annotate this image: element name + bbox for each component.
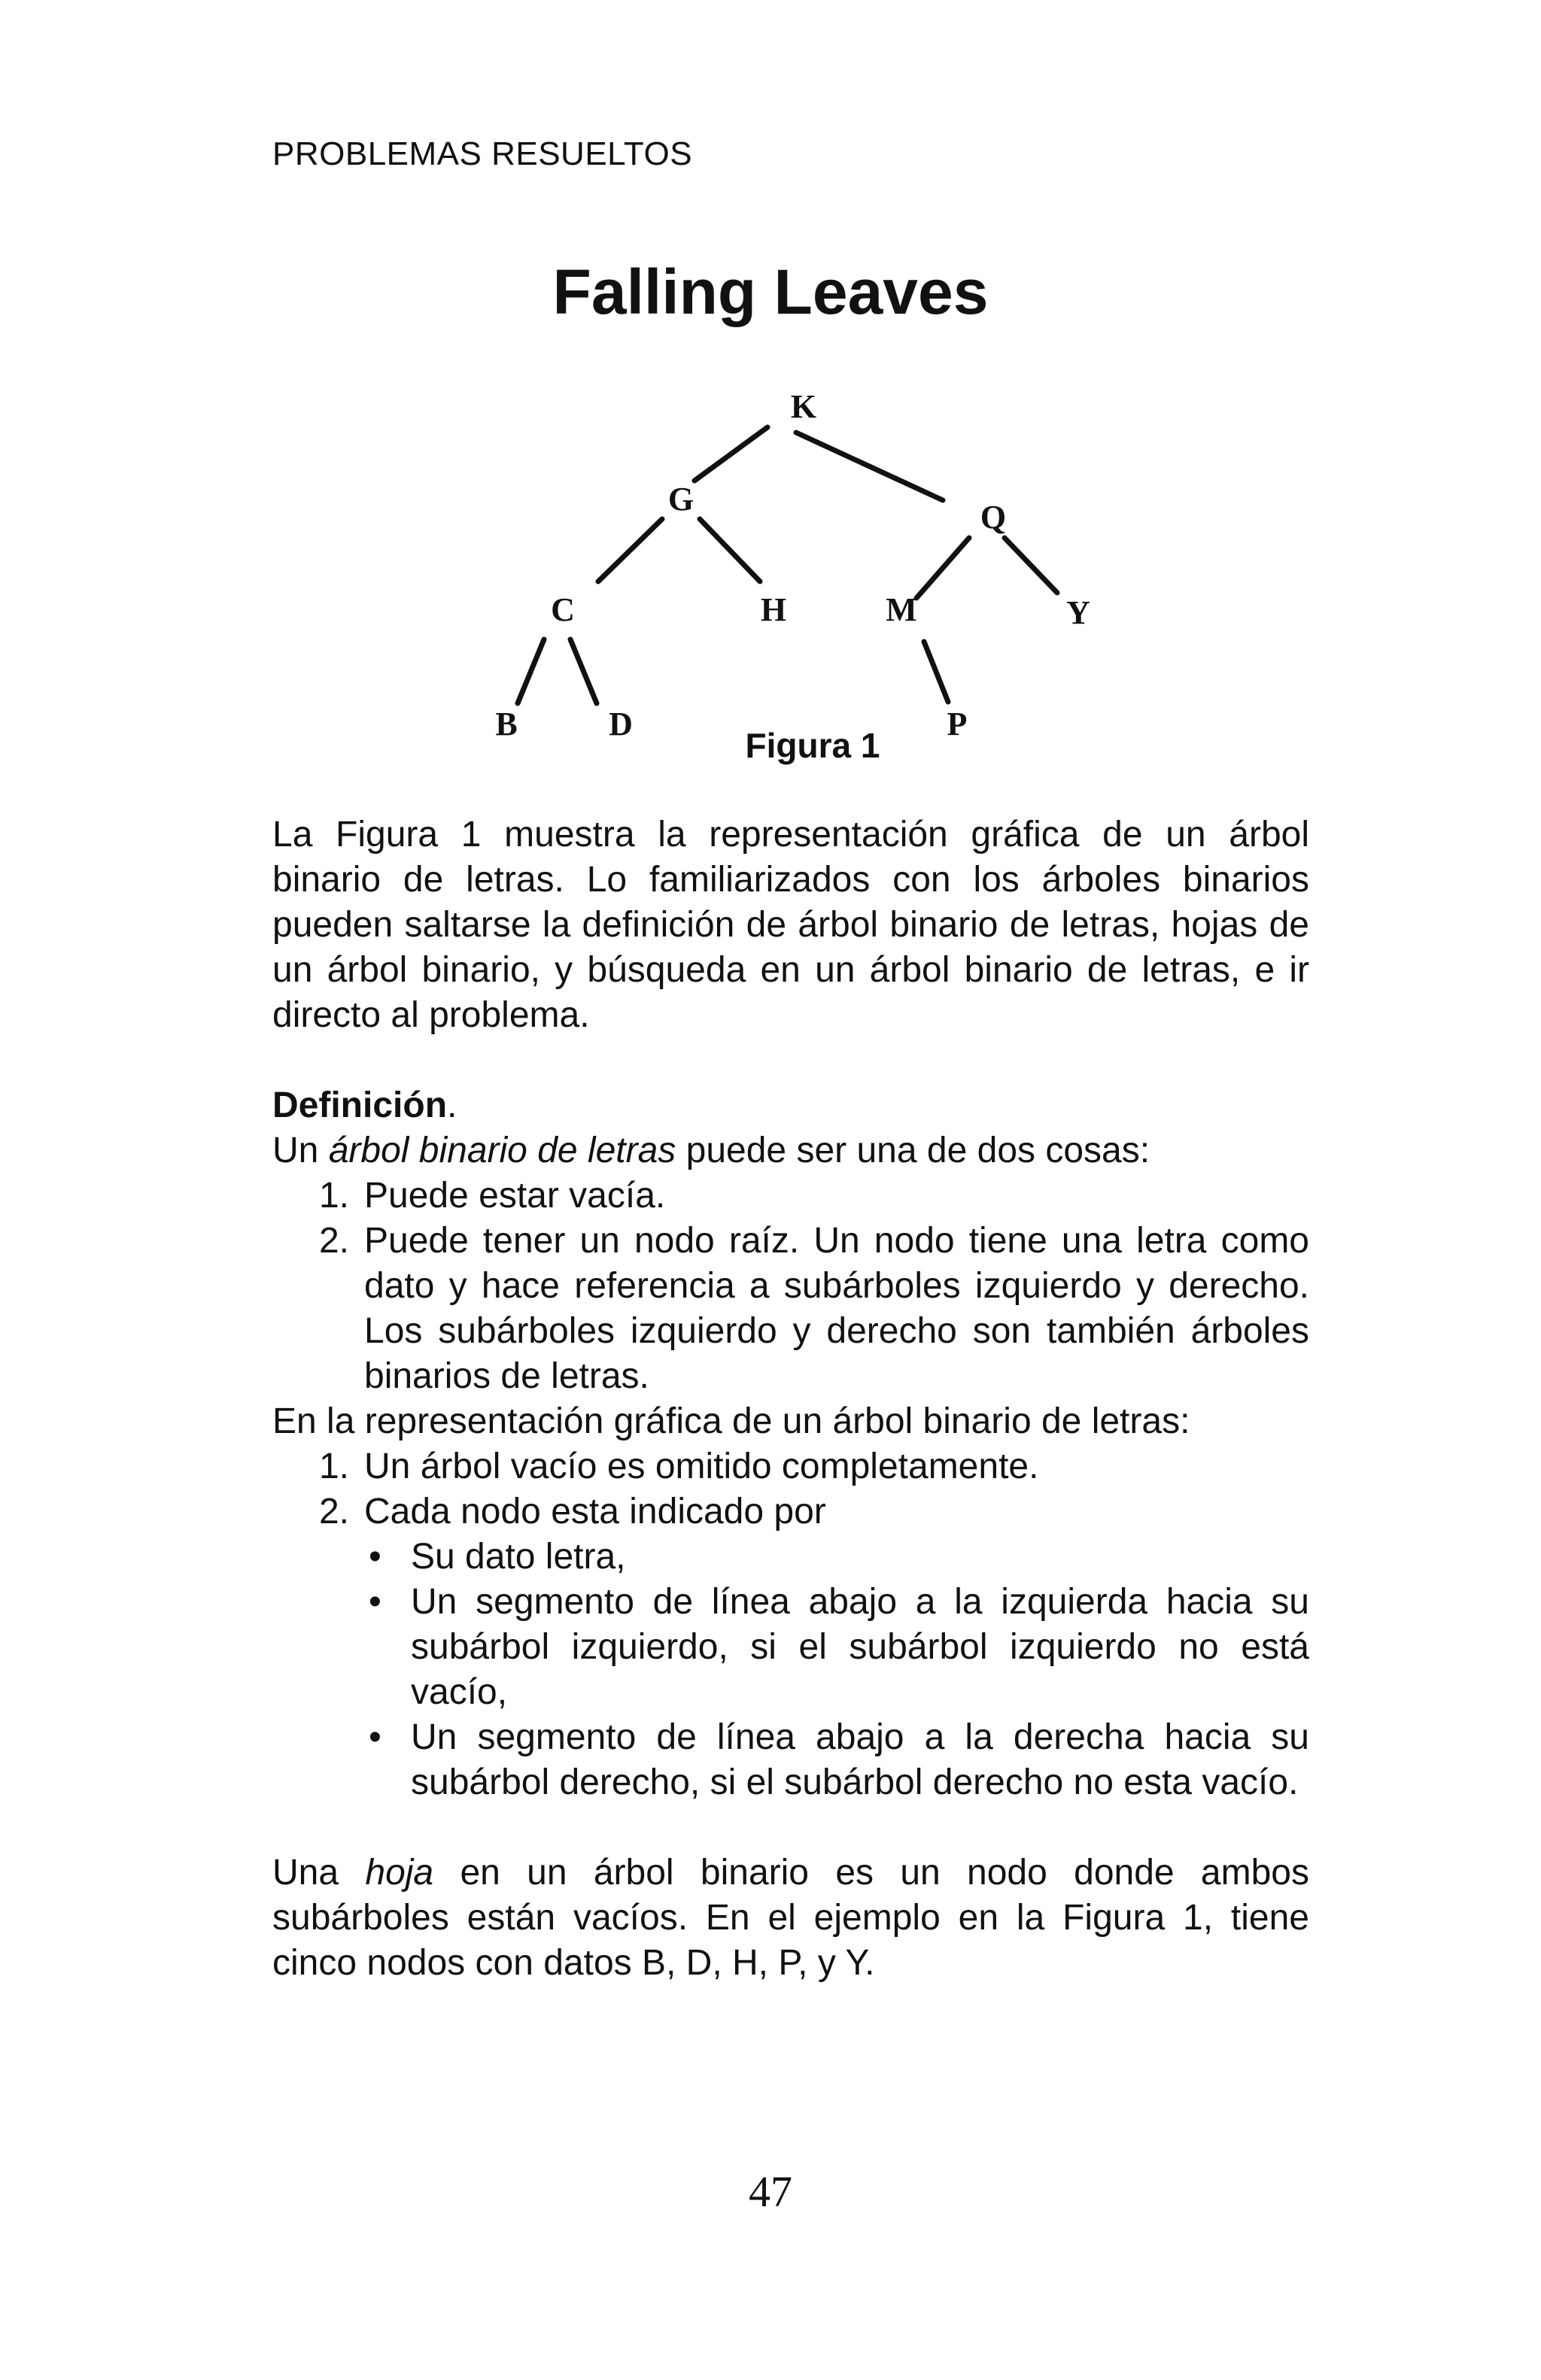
- node-g: G: [667, 481, 695, 518]
- edge-k-g: [695, 427, 767, 481]
- list-number: 2.: [318, 1492, 349, 1532]
- page-number: 47: [749, 2167, 792, 2216]
- bullet-list: [272, 1535, 1309, 1805]
- definition-heading-text: Definición: [272, 1085, 448, 1125]
- bullet-item: [364, 1580, 1309, 1715]
- node-h: H: [760, 591, 787, 628]
- leaf-post: en un árbol binario es un nodo donde ambos subárboles están vacíos. En el ejemplo en la Figura 1, tiene cinco nodos con datos B, D, H, P, y Y.: [272, 1853, 1310, 1983]
- list-text: Un árbol vacío es omitido completamente.: [364, 1447, 1039, 1486]
- node-y: Y: [1066, 594, 1090, 631]
- definition-line-post: puede ser una de dos cosas:: [676, 1131, 1150, 1170]
- bullet-item: [364, 1535, 1309, 1580]
- node-m: M: [886, 591, 917, 628]
- node-p: P: [947, 706, 968, 742]
- node-d: D: [609, 706, 633, 742]
- list-item: [272, 1489, 1309, 1535]
- list-text: Cada nodo esta indicado por: [364, 1492, 826, 1532]
- leaf-pre: Una: [272, 1853, 366, 1893]
- edge-k-q: [796, 433, 943, 500]
- edge-c-b: [518, 639, 544, 703]
- page-title: Falling Leaves: [552, 257, 989, 327]
- bullet-text: Un segmento de línea abajo a la izquierda hacia su subárbol izquierdo, si el subárbol izquierdo no está vacío,: [411, 1582, 1309, 1712]
- list-number: 1.: [318, 1176, 349, 1216]
- node-b: B: [495, 706, 518, 742]
- leaf-paragraph: [272, 1850, 1309, 1986]
- edge-g-c: [598, 519, 662, 581]
- node-k: K: [790, 388, 817, 425]
- edge-q-y: [1005, 538, 1057, 593]
- running-header: PROBLEMAS RESUELTOS: [272, 135, 693, 172]
- definition-heading: [272, 1083, 1309, 1128]
- definition-line: [272, 1128, 1309, 1173]
- tree-diagram: [482, 380, 1099, 786]
- list-text: Puede estar vacía.: [364, 1176, 666, 1216]
- representation-list: [272, 1444, 1309, 1535]
- bullet-text: Un segmento de línea abajo a la derecha hacia su subárbol derecho, si el subárbol derecho no esta vacío.: [411, 1717, 1309, 1802]
- list-item: [272, 1219, 1309, 1399]
- definition-term: árbol binario de letras: [328, 1131, 676, 1170]
- list-number: 2.: [318, 1221, 349, 1261]
- bullet-text: Su dato letra,: [411, 1537, 626, 1577]
- definition-heading-punct: .: [447, 1085, 457, 1125]
- edge-g-h: [700, 519, 760, 581]
- bullet-icon: •: [369, 1537, 381, 1577]
- figure-caption: Figura 1: [745, 726, 880, 765]
- list-item: [272, 1444, 1309, 1489]
- leaf-term: hoja: [365, 1853, 434, 1893]
- intro-paragraph: La Figura 1 muestra la representación gráfica de un árbol binario de letras. Lo familiarizados con los árboles binarios pueden saltarse la definición de árbol binario de letras, hojas de un árbol binario, y búsqueda en un árbol binario de letras, e ir directo al problema.: [272, 815, 1309, 1035]
- list-text: Puede tener un nodo raíz. Un nodo tiene una letra como dato y hace referencia a subárboles izquierdo y derecho. Los subárboles izquierdo y derecho son también árboles binarios de letras.: [364, 1221, 1309, 1396]
- representation-intro: En la representación gráfica de un árbol binario de letras:: [272, 1401, 1190, 1441]
- binary-tree-figure: [482, 380, 1099, 786]
- definition-list: [272, 1173, 1309, 1399]
- list-item: [272, 1173, 1309, 1219]
- bullet-icon: •: [369, 1717, 381, 1757]
- body-text: [272, 812, 1309, 1986]
- bullet-icon: •: [369, 1582, 381, 1622]
- list-number: 1.: [318, 1447, 349, 1486]
- edge-m-p: [924, 642, 948, 702]
- node-c: C: [551, 591, 575, 628]
- definition-line-pre: Un: [272, 1131, 329, 1170]
- node-q: Q: [980, 499, 1007, 536]
- edge-c-d: [570, 639, 597, 703]
- edge-q-m: [916, 538, 969, 598]
- bullet-item: [364, 1715, 1309, 1805]
